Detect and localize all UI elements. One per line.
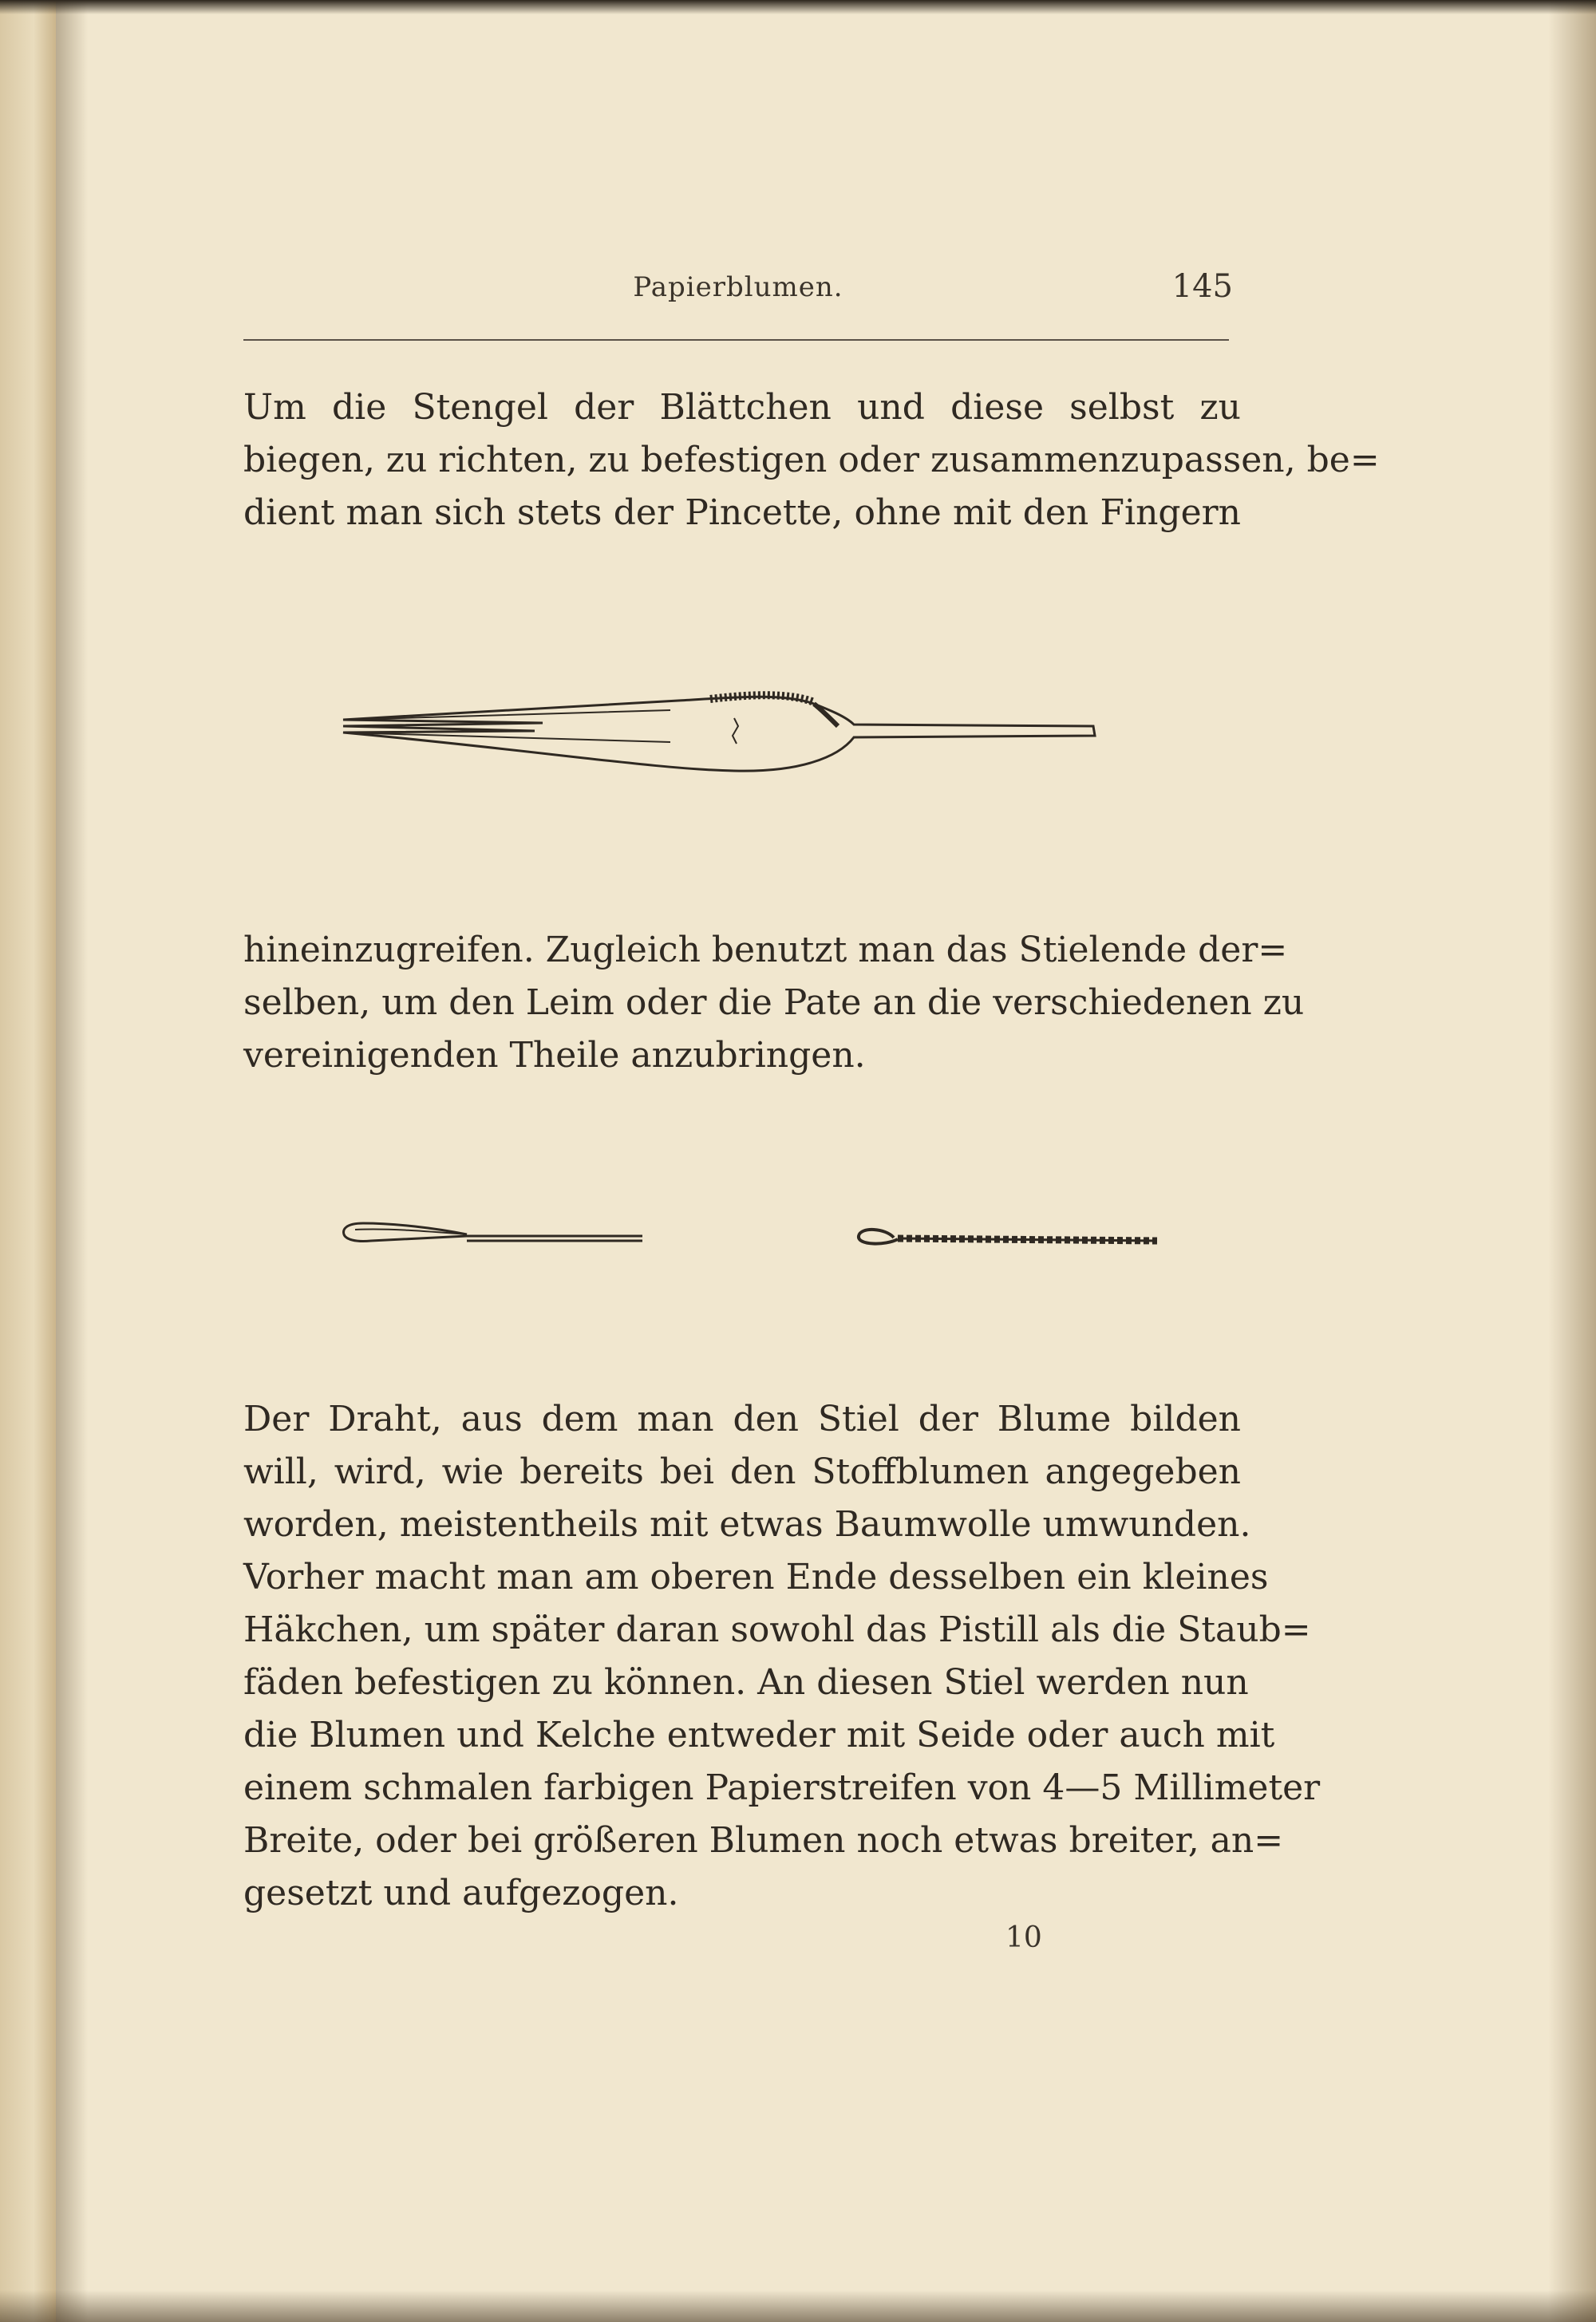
text-line: Der Draht, aus dem man den Stiel der Blume bilden bbox=[243, 1399, 1241, 1439]
text-line: Vorher macht man am oberen Ende desselben ein kleines bbox=[243, 1557, 1269, 1597]
text-line: dient man sich stets der Pincette, ohne mit den Fingern bbox=[243, 492, 1241, 533]
text-line: gesetzt und aufgezogen. bbox=[243, 1873, 679, 1913]
running-head bbox=[243, 268, 1233, 319]
page-top-edge bbox=[0, 0, 1596, 14]
page-number: 145 bbox=[1171, 268, 1233, 305]
paragraph-2 bbox=[243, 924, 1305, 1082]
spine-shadow bbox=[56, 0, 88, 2322]
text-line: Um die Stengel der Blättchen und diese selbst zu bbox=[243, 387, 1241, 428]
header-rule bbox=[243, 339, 1229, 341]
text-line: einem schmalen farbigen Papierstreifen von 4—5 Millimeter bbox=[243, 1767, 1321, 1808]
running-title: Papierblumen. bbox=[633, 271, 843, 303]
page-bottom-edge bbox=[0, 2290, 1596, 2322]
tweezers-illustration bbox=[335, 678, 1133, 782]
paragraph-3 bbox=[243, 1393, 1321, 1920]
text-line: worden, meistentheils mit etwas Baumwolle umwunden. bbox=[243, 1504, 1251, 1545]
text-line: Häkchen, um später daran sowohl das Pistill als die Staub= bbox=[243, 1609, 1311, 1650]
text-line: Breite, oder bei größeren Blumen noch etwas breiter, an= bbox=[243, 1820, 1284, 1861]
wrapped-wire-illustration bbox=[854, 1217, 1165, 1257]
left-page-edge bbox=[0, 0, 56, 2322]
paragraph-1 bbox=[243, 381, 1380, 539]
page-right-edge bbox=[1548, 0, 1596, 2322]
signature-mark: 10 bbox=[1005, 1921, 1042, 1954]
text-line: selben, um den Leim oder die Pate an die verschiedenen zu bbox=[243, 982, 1305, 1023]
text-line: fäden befestigen zu können. An diesen Stiel werden nun bbox=[243, 1662, 1249, 1703]
wire-hook-illustration bbox=[339, 1217, 646, 1249]
text-line: will, wird, wie bereits bei den Stoffblumen angegeben bbox=[243, 1451, 1241, 1492]
text-line: biegen, zu richten, zu befestigen oder zusammenzupassen, be= bbox=[243, 440, 1380, 480]
text-line: vereinigenden Theile anzubringen. bbox=[243, 1035, 866, 1076]
text-line: die Blumen und Kelche entweder mit Seide oder auch mit bbox=[243, 1715, 1275, 1755]
text-line: hineinzugreifen. Zugleich benutzt man das Stielende der= bbox=[243, 930, 1288, 970]
